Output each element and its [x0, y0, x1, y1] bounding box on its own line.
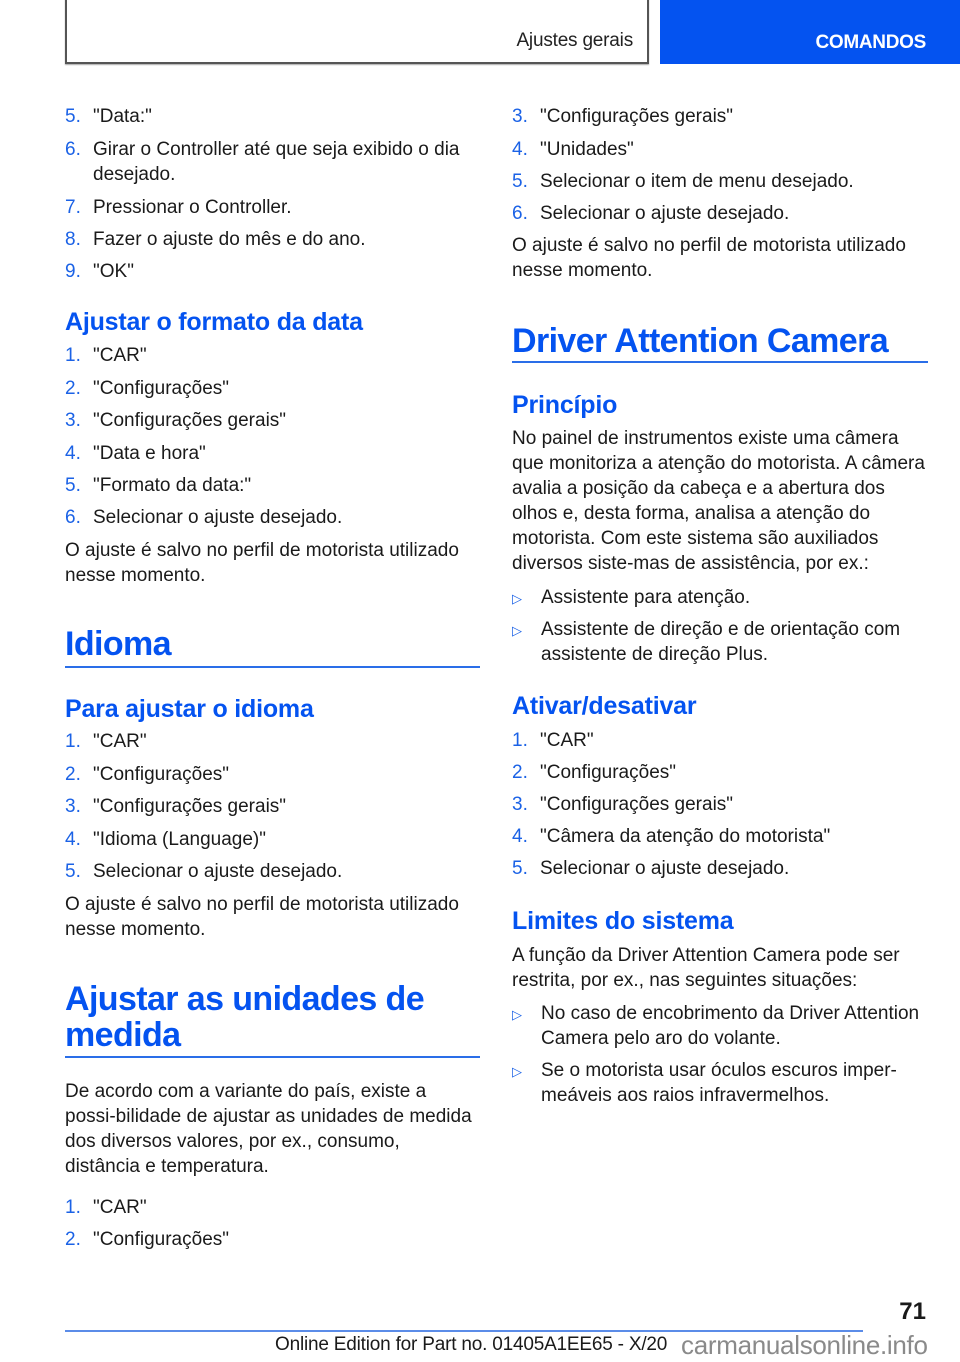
- list-item: [65, 195, 480, 220]
- step-number: 6.: [65, 139, 81, 160]
- bullet-item: [512, 1001, 928, 1051]
- section-title-language: Idioma: [65, 625, 171, 663]
- bullet-text: No caso de encobrimento da Driver Attention Camera pelo aro do volante.: [541, 1003, 920, 1049]
- step-number: 2.: [512, 762, 528, 783]
- triangle-bullet-icon: ▷: [512, 623, 522, 638]
- list-item: [65, 794, 480, 819]
- step-text: "CAR": [93, 1197, 147, 1218]
- triangle-bullet-icon: ▷: [512, 1007, 522, 1022]
- step-text: Selecionar o item de menu desejado.: [540, 171, 854, 192]
- section-divider: [65, 666, 480, 668]
- list-item: [512, 792, 928, 817]
- step-text: "Câmera da atenção do motorista": [540, 826, 831, 847]
- step-text: Selecionar o ajuste desejado.: [93, 507, 343, 528]
- step-text: Girar o Controller até que seja exibido o dia desejado.: [93, 139, 460, 185]
- list-item: [65, 762, 480, 787]
- step-text: "Configurações": [93, 378, 230, 399]
- step-number: 2.: [65, 378, 81, 399]
- step-number: 5.: [512, 858, 528, 879]
- step-text: "CAR": [93, 345, 147, 366]
- step-text: "Configurações": [93, 764, 230, 785]
- list-item: [65, 376, 480, 401]
- step-number: 3.: [65, 410, 81, 431]
- list-item: [65, 473, 480, 498]
- list-item: [512, 824, 928, 849]
- list-item: [512, 728, 928, 753]
- step-number: 2.: [65, 1229, 81, 1250]
- list-item: [512, 760, 928, 785]
- list-item: [65, 441, 480, 466]
- heading-date-format: Ajustar o formato da data: [65, 308, 363, 336]
- step-text: Fazer o ajuste do mês e do ano.: [93, 229, 366, 250]
- section-header-box: [65, 0, 649, 64]
- section-divider: [512, 361, 928, 363]
- bullet-text: Se o motorista usar óculos escuros imper-meáveis aos raios infravermelhos.: [541, 1060, 897, 1106]
- section-title: Ajustes gerais: [516, 30, 633, 51]
- step-text: "Configurações gerais": [93, 410, 287, 431]
- section-divider: [65, 1056, 480, 1058]
- list-item: [512, 137, 928, 162]
- step-text: "Idioma (Language)": [93, 829, 266, 850]
- list-item: [512, 201, 928, 226]
- triangle-bullet-icon: ▷: [512, 591, 522, 606]
- step-text: "OK": [93, 261, 134, 282]
- step-number: 5.: [512, 171, 528, 192]
- intro-text: De acordo com a variante do país, existe a possi-bilidade de ajustar as unidades de medida dos diversos valores, por ex., consumo, distância e temperatura.: [65, 1081, 472, 1177]
- bullet-item: [512, 1058, 928, 1108]
- step-number: 1.: [512, 730, 528, 751]
- step-text: "CAR": [93, 731, 147, 752]
- step-text: Pressionar o Controller.: [93, 197, 292, 218]
- limits-text: A função da Driver Attention Camera pode ser restrita, por ex., nas seguintes situações:: [512, 945, 900, 991]
- list-item: [65, 1227, 480, 1252]
- page-number: 71: [899, 1298, 926, 1325]
- step-number: 6.: [512, 203, 528, 224]
- step-number: 3.: [512, 794, 528, 815]
- list-item: [65, 859, 480, 884]
- step-text: "Unidades": [540, 139, 634, 160]
- step-text: "CAR": [540, 730, 594, 751]
- step-text: "Configurações gerais": [540, 106, 734, 127]
- step-number: 4.: [512, 139, 528, 160]
- principle-text: No painel de instrumentos existe uma câmera que monitoriza a atenção do motorista. A câmera avalia a posição da cabeça e a abertura dos olhos e, desta forma, analisa a atenção do motorista. Com este sistema são auxiliados diversos siste-mas de assistência, por ex.:: [512, 428, 925, 574]
- heading-system-limits: Limites do sistema: [512, 907, 734, 935]
- edition-text: Online Edition for Part no. 01405A1EE65 - X/20: [275, 1334, 668, 1355]
- list-item: [65, 104, 480, 129]
- step-number: 5.: [65, 106, 81, 127]
- step-number: 4.: [512, 826, 528, 847]
- list-item: [65, 1195, 480, 1220]
- list-item: [65, 827, 480, 852]
- step-number: 3.: [65, 796, 81, 817]
- heading-set-language: Para ajustar o idioma: [65, 695, 314, 723]
- list-item: [512, 169, 928, 194]
- note-text: O ajuste é salvo no perfil de motorista utilizado nesse momento.: [65, 540, 459, 586]
- step-number: 4.: [65, 829, 81, 850]
- list-item: [65, 729, 480, 754]
- bullet-text: Assistente de direção e de orientação com assistente de direção Plus.: [541, 619, 901, 665]
- step-number: 9.: [65, 261, 81, 282]
- step-text: Selecionar o ajuste desejado.: [540, 858, 790, 879]
- step-text: "Data:": [93, 106, 152, 127]
- list-item: [65, 408, 480, 433]
- bullet-text: Assistente para atenção.: [541, 587, 751, 608]
- step-number: 1.: [65, 731, 81, 752]
- step-text: "Configurações gerais": [93, 796, 287, 817]
- step-number: 5.: [65, 475, 81, 496]
- step-text: "Configurações": [540, 762, 677, 783]
- section-title-driver-attention-camera: Driver Attention Camera: [512, 322, 889, 360]
- step-number: 5.: [65, 861, 81, 882]
- step-number: 4.: [65, 443, 81, 464]
- list-item: [65, 259, 480, 284]
- list-item: [65, 227, 480, 252]
- chapter-tab: [660, 0, 960, 64]
- list-item: [65, 137, 480, 187]
- heading-principle: Princípio: [512, 391, 618, 419]
- step-number: 7.: [65, 197, 81, 218]
- step-number: 2.: [65, 764, 81, 785]
- triangle-bullet-icon: ▷: [512, 1064, 522, 1079]
- list-item: [65, 343, 480, 368]
- step-text: "Data e hora": [93, 443, 206, 464]
- chapter-title: COMANDOS: [815, 32, 926, 53]
- step-number: 3.: [512, 106, 528, 127]
- section-title-units: Ajustar as unidades de medida: [65, 980, 425, 1054]
- list-item: [512, 104, 928, 129]
- bullet-item: [512, 585, 928, 610]
- bullet-item: [512, 617, 928, 667]
- step-text: Selecionar o ajuste desejado.: [93, 861, 343, 882]
- heading-activate-deactivate: Ativar/desativar: [512, 692, 697, 720]
- step-number: 6.: [65, 507, 81, 528]
- step-text: Selecionar o ajuste desejado.: [540, 203, 790, 224]
- step-text: "Formato da data:": [93, 475, 252, 496]
- list-item: [512, 856, 928, 881]
- note-text: O ajuste é salvo no perfil de motorista utilizado nesse momento.: [512, 235, 906, 281]
- step-text: "Configurações": [93, 1229, 230, 1250]
- step-number: 8.: [65, 229, 81, 250]
- step-number: 1.: [65, 1197, 81, 1218]
- watermark-text: carmanualsonline.info: [681, 1330, 928, 1360]
- note-text: O ajuste é salvo no perfil de motorista utilizado nesse momento.: [65, 894, 459, 940]
- step-text: "Configurações gerais": [540, 794, 734, 815]
- step-number: 1.: [65, 345, 81, 366]
- list-item: [65, 505, 480, 530]
